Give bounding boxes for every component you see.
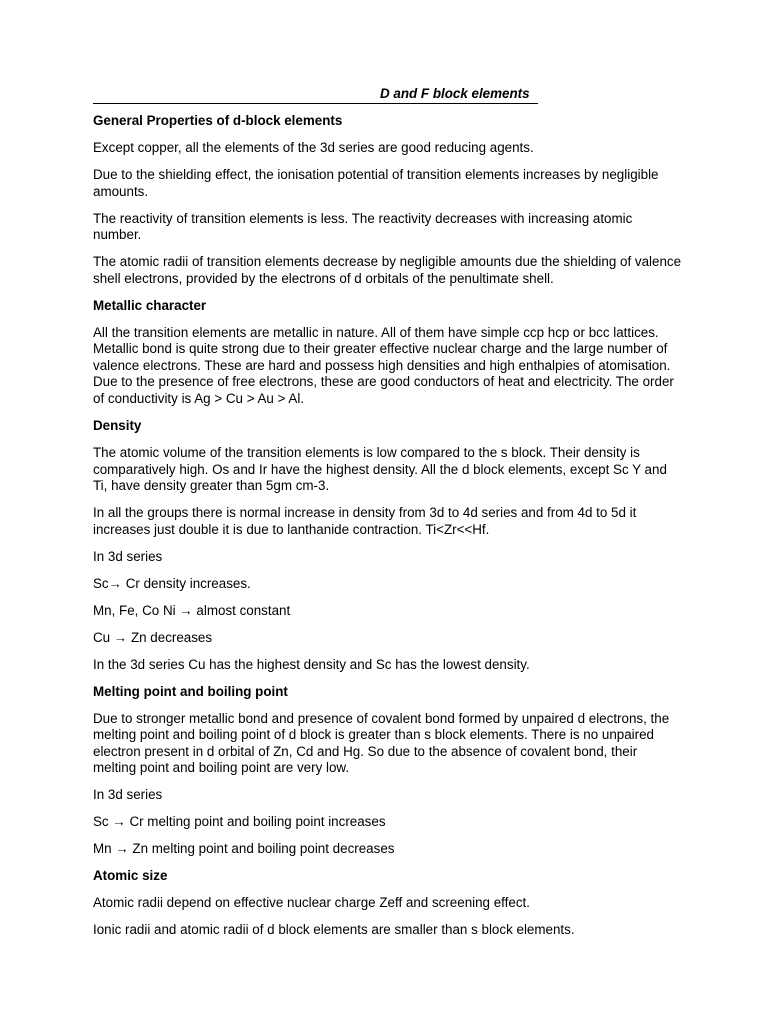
title-rule [93, 86, 538, 104]
section-heading: General Properties of d-block elements [93, 113, 343, 128]
paragraph: Sc→ Cr density increases. [93, 575, 251, 591]
paragraph: Sc → Cr melting point and boiling point increases [93, 814, 386, 830]
section-heading: Atomic size [93, 868, 168, 884]
paragraph: In 3d series [93, 787, 163, 803]
section-heading: Melting point and boiling point [93, 683, 288, 699]
paragraph: Due to the shielding effect, the ionisation potential of transition elements increases by negligible amounts. [93, 166, 659, 199]
document-body [93, 113, 683, 939]
paragraph: In all the groups there is normal increase in density from 3d to 4d series and from 4d to 5d it increases just double it is due to lanthanide contraction. Ti<Zr<<Hf. [93, 505, 637, 537]
paragraph: Atomic radii depend on effective nuclear charge Zeff and screening effect. [93, 895, 530, 911]
paragraph: In 3d series [93, 548, 163, 564]
document-page [93, 86, 683, 949]
paragraph: In the 3d series Cu has the highest density and Sc has the lowest density. [93, 656, 530, 672]
paragraph: Mn, Fe, Co Ni → almost constant [93, 602, 291, 618]
paragraph: All the transition elements are metallic in nature. All of them have simple ccp hcp or bcc lattices. Metallic bond is quite strong due to their greater effective nuclear charge and the large number of valence electrons. These are hard and possess high densities and high enthalpies of atomisation. Due to the presence of free electrons, these are good conductors of heat and electricity. The order of conductivity is Ag > Cu > Au > Al. [93, 324, 674, 407]
paragraph: The atomic volume of the transition elements is low compared to the s block. Their density is comparatively high. Os and Ir have the highest density. All the d block elements, except Sc Y and Ti, have density greater than 5gm cm-3. [93, 445, 667, 494]
paragraph: Except copper, all the elements of the 3d series are good reducing agents. [93, 139, 534, 155]
paragraph: The atomic radii of transition elements decrease by negligible amounts due the shielding of valence shell electrons, provided by the electrons of d orbitals of the penultimate shell. [93, 254, 682, 286]
paragraph: Cu → Zn decreases [93, 629, 213, 645]
page-title: D and F block elements [380, 86, 530, 101]
paragraph: The reactivity of transition elements is less. The reactivity decreases with increasing atomic number. [93, 210, 633, 243]
paragraph: Mn → Zn melting point and boiling point decreases [93, 841, 395, 857]
section-heading: Metallic character [93, 297, 207, 313]
section-heading: Density [93, 418, 142, 434]
paragraph: Due to stronger metallic bond and presence of covalent bond formed by unpaired d electrons, the melting point and boiling point of d block is greater than s block elements. There is no unpaired electron present in d orbital of Zn, Cd and Hg. So due to the absence of covalent bond, their melting point and boiling point are very low. [93, 710, 670, 776]
paragraph: Ionic radii and atomic radii of d block elements are smaller than s block elements. [93, 922, 575, 938]
